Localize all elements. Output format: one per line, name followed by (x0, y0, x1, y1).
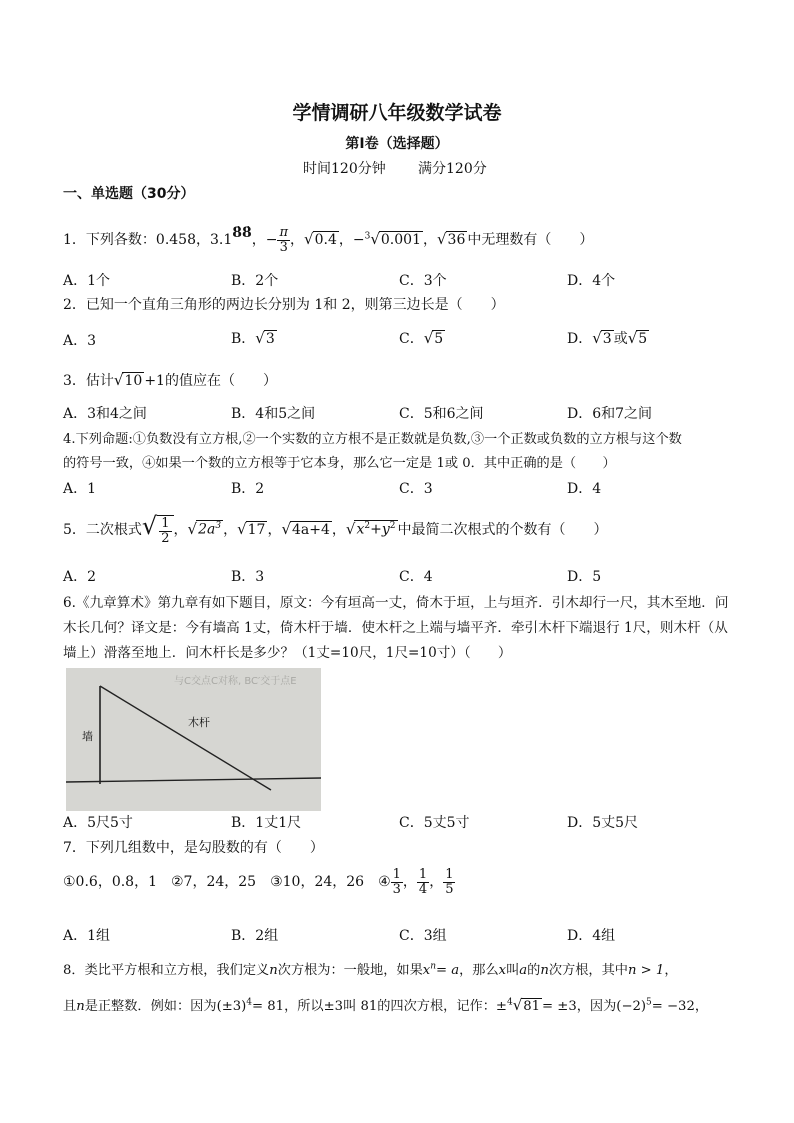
q2-d-value1: 3 (602, 331, 612, 347)
radical-sign-icon: √ (592, 329, 602, 347)
q8-n3: n (76, 999, 85, 1014)
q5-r2-exp: 3 (215, 521, 222, 532)
q7-comma: ， (429, 874, 444, 891)
q3-suffix: 的值应在（ ） (164, 373, 277, 389)
q2-option-d[interactable] (567, 328, 649, 348)
q7-option-d[interactable]: D．4组 (567, 928, 616, 944)
q4-option-a[interactable]: A．1 (63, 481, 97, 497)
radical-sign-icon: √ (141, 512, 158, 540)
q7-option-c[interactable]: C．3组 (399, 928, 447, 944)
q1-prefix: 1．下列各数：0.458，3.1 (63, 232, 233, 249)
q5-prefix: 5．二次根式 (63, 522, 142, 538)
q5-fraction (157, 515, 173, 545)
q7-frac-3 (443, 868, 455, 896)
question-3 (63, 370, 277, 390)
q3-plus-one: +1 (144, 373, 165, 389)
q8-eq3: = ±3 (542, 999, 577, 1014)
q1-option-c[interactable]: C．3个 (399, 273, 447, 289)
q5-option-d[interactable]: D．5 (567, 569, 602, 585)
q5-r5-x: x (356, 522, 365, 538)
q2-c-value: 5 (434, 331, 444, 347)
q3-option-b[interactable]: B．4和5之间 (231, 406, 316, 422)
q1-sqrt-04: 0.4 (314, 232, 337, 249)
q1-pi: π (279, 225, 289, 240)
figure-svg (66, 668, 321, 811)
page-title: 学情调研八年级数学试卷 (292, 102, 502, 124)
q3-radicand: 10 (124, 373, 143, 389)
q5-r5-y: y (381, 522, 390, 538)
q1-suffix: 中无理数有（ ） (467, 232, 594, 249)
q5-r5-y-exp: 2 (389, 521, 396, 532)
q8-l1-end: ， (664, 963, 678, 978)
radical-sign-icon: √ (436, 230, 447, 249)
q7-option-a[interactable]: A．1组 (63, 928, 111, 944)
q5-frac-den: 2 (161, 530, 170, 546)
q1-option-d[interactable]: D．4个 (567, 273, 616, 289)
section-heading: 一、单选题（30分） (63, 186, 195, 202)
question-6-line2: 木长几何？译文是：今有墙高 1丈，倚木杆于墙．使木杆之上端与墙平齐．牵引木杆下端退行 1尺，则木杆（从 (63, 620, 728, 636)
q5-option-c[interactable]: C．4 (399, 569, 433, 585)
q5-comma: ， (331, 522, 346, 538)
time-info: 时间120分钟 (303, 161, 386, 177)
radical-sign-icon: √ (237, 520, 247, 538)
q7-frac-1 (391, 868, 403, 896)
figure-bg-text: 与C交点C对称, BC′交于点E (174, 676, 297, 687)
q2-c-prefix: C． (399, 331, 424, 347)
q2-d-prefix: D． (567, 331, 593, 347)
q5-radical-3: 17 (247, 522, 266, 538)
q5-comma: ， (267, 522, 282, 538)
q8-xn-exp: n (430, 961, 436, 972)
q3-option-c[interactable]: C．5和6之间 (399, 406, 484, 422)
question-6-line1: 6.《九章算术》第九章有如下题目，原文：今有垣高一丈，倚木于垣，上与垣齐．引木却行一尺，其木至地．问 (63, 595, 729, 611)
q1-option-b[interactable]: B．2个 (231, 273, 279, 289)
q2-option-b[interactable] (231, 328, 277, 348)
q5-suffix: 中最简二次根式的个数有（ ） (397, 522, 608, 538)
q6-option-b[interactable]: B．1丈1尺 (231, 815, 302, 831)
question-4-line2: 的符号一致，④如果一个数的立方根等于它本身，那么它一定是 1或 0．其中正确的是（ ） (63, 456, 616, 471)
question-8-line2 (63, 995, 708, 1014)
q7-frac1-num: 1 (392, 867, 401, 882)
q7-frac3-den: 5 (445, 881, 454, 897)
q1-repeat-digits: 8̇8̇ (232, 225, 252, 242)
q8-l2d: ，因为 (576, 999, 617, 1014)
q1-cube-value: 0.001 (380, 232, 421, 249)
q8-eq-a: = a (436, 963, 460, 978)
q8-x2: x (498, 963, 507, 978)
radical-sign-icon: √ (255, 329, 265, 347)
question-8-line1 (63, 959, 678, 978)
q8-n: n (269, 963, 278, 978)
wall-label: 墙 (82, 730, 93, 743)
q8-l1b: 次方根为：一般地，如果 (277, 963, 423, 978)
q7-frac3-num: 1 (445, 867, 454, 882)
q1-cube-index: 3 (364, 231, 371, 242)
q8-l1a: 8．类比平方根和立方根，我们定义 (63, 963, 270, 978)
radical-sign-icon: √ (423, 329, 434, 347)
q8-l2-end: ， (694, 999, 709, 1014)
q6-option-c[interactable]: C．5丈5寸 (399, 815, 470, 831)
q2-option-a[interactable]: A．3 (63, 333, 97, 349)
radical-sign-icon: √ (281, 520, 292, 538)
q4-option-d[interactable]: D．4 (567, 481, 602, 497)
q8-l2c: ，所以±3叫 81的四次方根，记作：± (284, 999, 507, 1014)
q1-sqrt-36: 36 (447, 232, 466, 249)
q7-frac1-den: 3 (392, 881, 401, 897)
q5-radical-4: 4a+4 (292, 522, 330, 538)
q1-cube-prefix: ，− (338, 232, 365, 249)
question-1 (63, 226, 593, 254)
q6-option-d[interactable]: D．5丈5尺 (567, 815, 639, 831)
q7-option-b[interactable]: B．2组 (231, 928, 279, 944)
q5-radical-5 (354, 520, 397, 538)
score-info: 满分120分 (418, 161, 487, 177)
q6-option-a[interactable]: A．5尺5寸 (63, 815, 133, 831)
q8-l1d: 叫 (506, 963, 520, 978)
q8-l1f: 次方根，其中 (548, 963, 628, 978)
q1-option-a[interactable]: A．1个 (63, 273, 111, 289)
pole-label: 木杆 (188, 716, 210, 729)
q2-d-or: 或 (613, 331, 628, 347)
q1-minus: − (265, 232, 278, 249)
q8-a: a (519, 963, 528, 978)
q2-b-value: 3 (265, 331, 275, 347)
q5-comma: ， (223, 522, 238, 538)
q8-m2: (−2) (616, 999, 647, 1014)
q4-option-b[interactable]: B．2 (231, 481, 265, 497)
q8-r81: 81 (523, 999, 541, 1014)
q8-eq81: = 81 (252, 999, 285, 1014)
q8-l1e: 的 (527, 963, 541, 978)
q7-frac2-num: 1 (418, 867, 428, 882)
q8-x: x (422, 963, 431, 978)
q2-d-value2: 5 (638, 331, 648, 347)
question-2: 2．已知一个直角三角形的两边长分别为 1和 2，则第三边长是（ ） (63, 297, 505, 313)
q8-exp5: 5 (646, 997, 652, 1008)
q7-groups-text: ①0.6，0.8，1 ②7，24，25 ③10，24，26 ④ (63, 874, 391, 891)
q8-pm3: (±3) (216, 999, 247, 1014)
q8-exp4: 4 (246, 997, 253, 1008)
wall-pole-figure (66, 668, 321, 811)
question-5 (63, 512, 608, 545)
q8-cond: n > 1 (627, 963, 665, 978)
q3-option-d[interactable]: D．6和7之间 (567, 406, 653, 422)
q5-option-b[interactable]: B．3 (231, 569, 265, 585)
q1-comma: ， (422, 232, 437, 249)
radical-sign-icon: √ (370, 230, 380, 249)
q1-comma: ， (251, 232, 266, 249)
question-6-line3: 墙上）滑落至地上．问木杆长是多少？（1丈=10尺，1尺=10寸）（ ） (63, 645, 512, 661)
radical-sign-icon: √ (512, 996, 523, 1014)
q2-b-prefix: B． (231, 331, 256, 347)
q8-l2a: 且 (63, 999, 77, 1014)
q1-comma: ， (290, 232, 305, 249)
q1-three: 3 (279, 239, 288, 255)
q8-l2b: 是正整数．例如：因为 (84, 999, 217, 1014)
radical-sign-icon: √ (304, 230, 314, 249)
radical-sign-icon: √ (345, 520, 356, 538)
q5-r5-plus: + (370, 522, 382, 538)
q5-r5-x-exp: 2 (364, 521, 371, 532)
q2-option-c[interactable] (399, 328, 445, 348)
question-7: 7．下列几组数中，是勾股数的有（ ） (63, 840, 324, 856)
q7-frac2-den: 4 (418, 881, 428, 897)
q5-comma: ， (173, 522, 188, 538)
q3-option-a[interactable]: A．3和4之间 (63, 406, 147, 422)
q8-eq32: = −32 (651, 999, 695, 1014)
ground-line (66, 778, 321, 782)
q8-root-index: 4 (506, 997, 513, 1008)
q3-prefix: 3．估计 (63, 373, 114, 389)
q5-r2-base: 2a (198, 522, 216, 538)
page-subtitle: 第Ⅰ卷（选择题） (345, 136, 449, 152)
radical-sign-icon: √ (187, 520, 198, 538)
q8-l1c: ，那么 (459, 963, 499, 978)
q8-n2: n (540, 963, 549, 978)
q7-groups (63, 868, 455, 896)
q5-option-a[interactable]: A．2 (63, 569, 97, 585)
q1-pi-fraction (277, 226, 290, 254)
radical-sign-icon: √ (627, 329, 638, 347)
q4-option-c[interactable]: C．3 (399, 481, 433, 497)
q5-radical-2 (196, 520, 223, 538)
q7-comma: ， (402, 874, 417, 891)
question-4-line1: 4.下列命题:①负数没有立方根,②一个实数的立方根不是正数就是负数,③一个正数或负数的立方根与这个数 (63, 432, 682, 447)
radical-sign-icon: √ (113, 371, 124, 389)
q7-frac-2 (417, 868, 429, 896)
q5-frac-num: 1 (161, 515, 170, 531)
pole-line (100, 686, 271, 790)
